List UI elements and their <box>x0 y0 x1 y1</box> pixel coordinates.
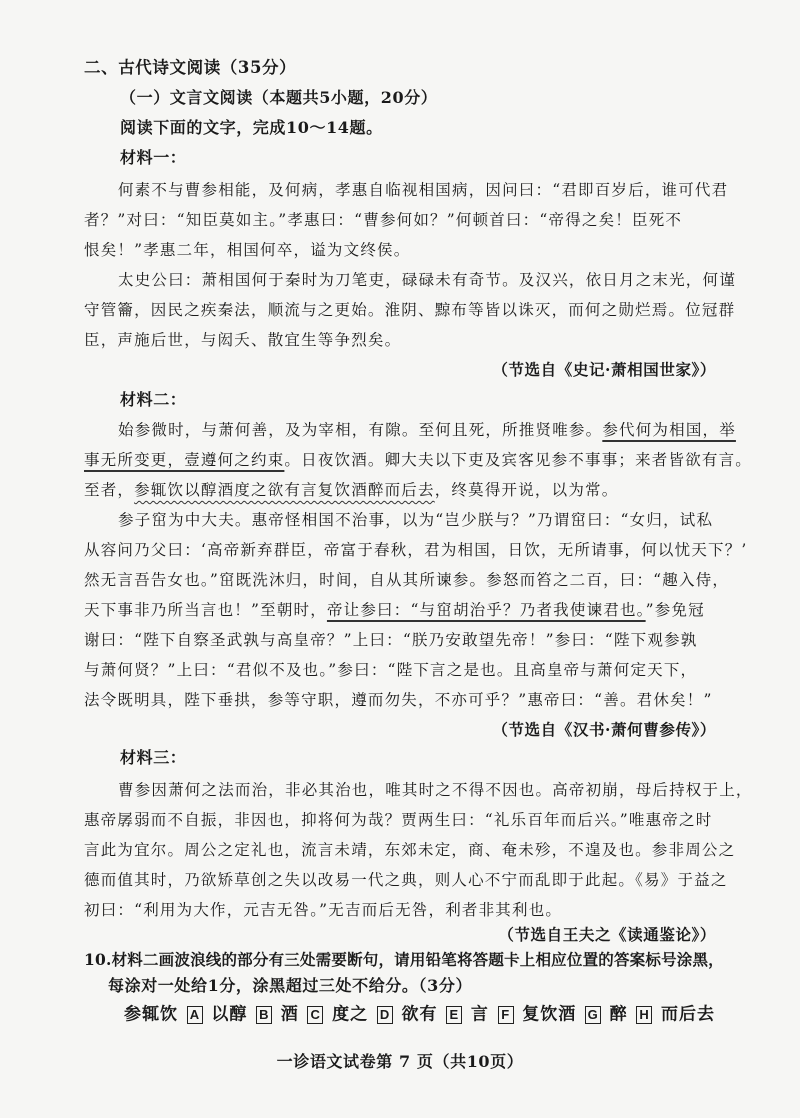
section-subtitle: （一）文言文阅读（本题共5小题，20分） <box>120 88 438 107</box>
question-10-line: 每涂对一处给1分，涂黑超过三处不给分。（3分） <box>108 976 473 995</box>
m2-text-line <box>84 480 618 500</box>
m2-text: ”参免冠 <box>645 601 705 619</box>
option-c-box[interactable]: C <box>307 1006 323 1024</box>
straight-underline-text: 事无所变更，壹遵何之约束 <box>84 451 285 469</box>
m2-text: 。日夜饮酒。卿大夫以下吏及宾客见参不事事；来者皆欲有言。 <box>284 451 753 469</box>
wavy-underline-text: 参辄饮以醇酒度之欲有言复饮酒醉而后去 <box>134 481 435 499</box>
m2-text-line <box>118 420 736 440</box>
answer-options <box>124 1004 715 1025</box>
m2-text-line: 法令既明具，陛下垂拱，参等守职，遵而勿失，不亦可乎？”惠帝曰：“善。君休矣！” <box>84 691 713 709</box>
material-2-label: 材料二： <box>120 390 187 409</box>
m1-text-line: 守管籥，因民之疾秦法，顺流与之更始。淮阴、黥布等皆以诛灭，而何之勋烂焉。位冠群 <box>84 301 736 319</box>
m2-text-line <box>84 450 752 470</box>
m3-text-line: 曹参因萧何之法而治，非必其治也，唯其时之不得不因也。高帝初崩，母后持权于上， <box>118 781 753 799</box>
m1-text-line: 恨矣！”孝惠二年，相国何卒，谥为文终侯。 <box>84 241 411 259</box>
option-segment: 言 <box>470 1004 489 1025</box>
option-segment: 度之 <box>332 1004 369 1025</box>
m2-text-line: 与萧何贤？”上曰：“君似不及也。”参曰：“陛下言之是也。且高皇帝与萧何定天下， <box>84 661 698 679</box>
m2-text-line: 参子窋为中大夫。惠帝怪相国不治事，以为“岂少朕与？”乃谓窋曰：“女归，试私 <box>118 511 714 529</box>
option-b-box[interactable]: B <box>256 1006 272 1024</box>
straight-underline-text: 帝让参曰：“与窋胡治乎？乃者我使谏君也。 <box>326 601 646 619</box>
m3-text-line: 言此为宜尔。周公之定礼也，流言未靖，东郊未定，商、奄未殄，不遑及也。参非周公之 <box>84 841 736 859</box>
option-e-box[interactable]: E <box>446 1006 462 1024</box>
m3-source: （节选自王夫之《读通鉴论》） <box>498 925 716 944</box>
option-g-box[interactable]: G <box>585 1006 601 1024</box>
option-h-box[interactable]: H <box>636 1006 652 1024</box>
m3-text-line: 德而值其时，乃欲矫草创之失以改易一代之典，则人心不宁而乱即于此起。《易》于益之 <box>84 871 728 889</box>
question-10-line: 10.材料二画波浪线的部分有三处需要断句，请用铅笔将答题卡上相应位置的答案标号涂黑， <box>84 950 724 969</box>
material-1-label: 材料一： <box>120 148 187 167</box>
instruction: 阅读下面的文字，完成10～14题。 <box>120 118 383 137</box>
option-f-box[interactable]: F <box>498 1006 514 1024</box>
m1-source: （节选自《史记·萧相国世家》） <box>492 360 716 379</box>
m1-text-line: 臣，声施后世，与闳夭、散宜生等争烈矣。 <box>84 331 402 349</box>
m1-text-line: 太史公曰：萧相国何于秦时为刀笔吏，碌碌未有奇节。及汉兴，依日月之末光，何谨 <box>118 271 736 289</box>
m1-text-line: 者？”对曰：“知臣莫如主。”孝惠曰：“曹参何如？”何顿首曰：“帝得之矣！臣死不 <box>84 211 683 229</box>
m2-text-line <box>84 600 705 620</box>
m3-text-line: 初曰：“利用为大作，元吉无咎。”无吉而后无咎，利者非其利也。 <box>84 901 563 919</box>
m2-text-line: 从容问乃父曰：‘高帝新弃群臣，帝富于春秋，君为相国，日饮，无所请事，何以忧天下？’ <box>84 541 748 559</box>
m2-text-line: 然无言吾告女也。”窋既洗沐归，时间，自从其所谏参。参怒而笞之二百，曰：“趣入侍， <box>84 571 730 589</box>
m2-text-line: 谢曰：“陛下自察圣武孰与高皇帝？”上曰：“朕乃安敢望先帝！”参曰：“陛下观参孰 <box>84 631 698 649</box>
m2-text: 至者， <box>84 481 135 499</box>
option-segment: 而后去 <box>661 1004 715 1025</box>
m2-text: ，终莫得开说，以为常。 <box>434 481 619 499</box>
m2-source: （节选自《汉书·萧何曹参传》） <box>492 720 716 739</box>
option-segment: 以醇 <box>211 1004 248 1025</box>
option-segment: 欲有 <box>401 1004 438 1025</box>
option-segment: 复饮酒 <box>522 1004 577 1025</box>
m2-text: 天下事非乃所当言也！”至朝时， <box>84 601 327 619</box>
option-segment: 参辄饮 <box>124 1004 178 1025</box>
page-footer: 一诊语文试卷第 7 页（共10页） <box>276 1052 524 1071</box>
m2-text: 始参微时，与萧何善，及为宰相，有隙。至何且死，所推贤唯参。 <box>118 421 603 439</box>
option-d-box[interactable]: D <box>377 1006 393 1024</box>
straight-underline-text: 参代何为相国，举 <box>602 421 736 439</box>
section-title: 二、古代诗文阅读（35分） <box>84 58 297 77</box>
option-a-box[interactable]: A <box>187 1006 203 1024</box>
material-3-label: 材料三： <box>120 748 187 767</box>
option-segment: 酒 <box>280 1004 299 1025</box>
m1-text-line: 何素不与曹参相能，及何病，孝惠自临视相国病，因问曰：“君即百岁后，谁可代君 <box>118 181 729 199</box>
option-segment: 醉 <box>609 1004 628 1025</box>
m3-text-line: 惠帝孱弱而不自振，非因也，抑将何为哉？贾两生曰：“礼乐百年而后兴。”唯惠帝之时 <box>84 811 713 829</box>
